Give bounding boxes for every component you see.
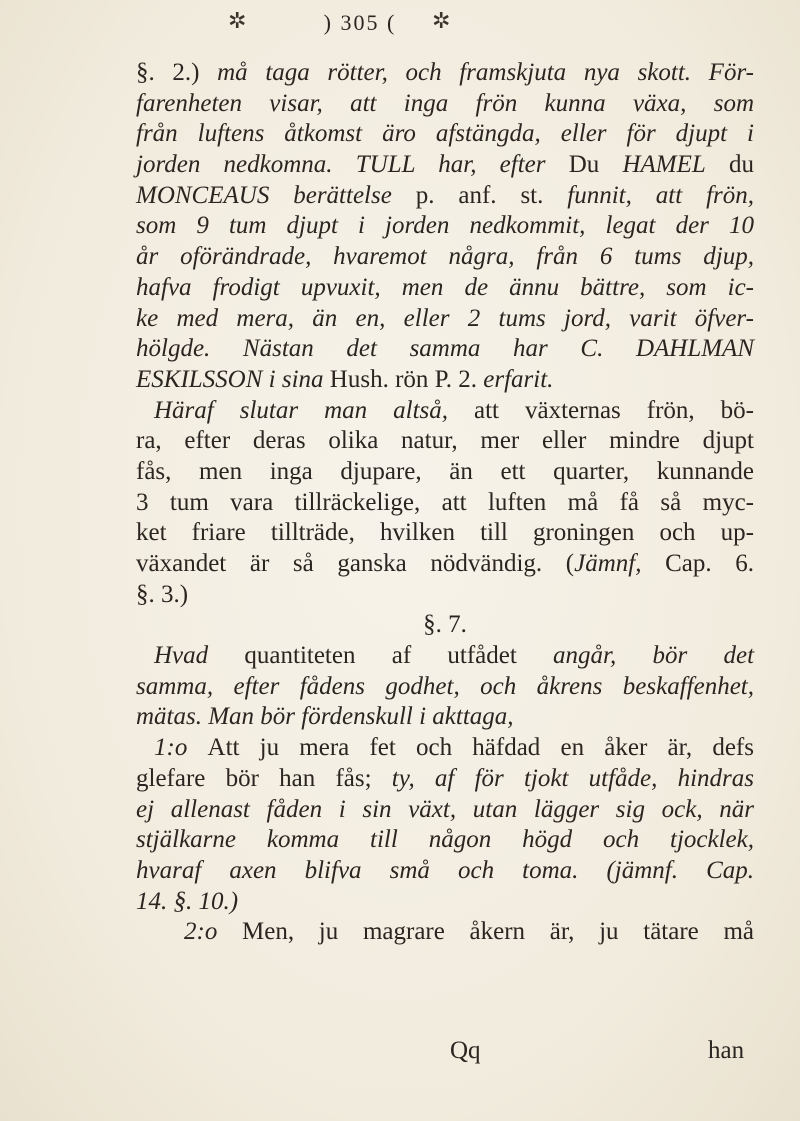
text-segment: Hvad xyxy=(154,642,245,670)
text-segment: Cap. 6. xyxy=(641,550,754,577)
text-line xyxy=(136,641,754,672)
text-segment: 2:o xyxy=(184,918,243,946)
text-line xyxy=(136,457,754,488)
text-segment: §. 7. xyxy=(423,611,467,639)
text-segment: som 9 tum djupt i jorden nedkommit, legat der 10 xyxy=(136,212,754,240)
text-segment: MONCEAUS berättelse xyxy=(136,181,416,209)
text-segment: funnit, att frön, xyxy=(567,181,754,209)
text-segment: hafva frodigt upvuxit, men de ännu bättre, som ic- xyxy=(136,273,754,301)
text-line xyxy=(136,150,754,181)
text-segment: p. anf. st. xyxy=(415,181,568,209)
text-segment: farenheten visar, att inga frön kunna växa, som xyxy=(136,89,754,117)
text-segment: att växternas frön, bö- xyxy=(474,396,754,424)
text-line xyxy=(136,795,754,826)
text-segment: Att ju mera fet och häfdad en åker är, defs xyxy=(207,734,754,762)
text-segment: Du xyxy=(568,151,600,179)
text-line xyxy=(136,764,754,795)
text-line xyxy=(136,549,754,580)
text-segment: från luftens åtkomst äro afstängda, eller för djupt i xyxy=(136,120,754,148)
text-segment: samma, efter fådens godhet, och åkrens beskaffenhet, xyxy=(136,672,754,700)
text-line xyxy=(136,488,754,519)
text-line xyxy=(136,887,754,918)
page-number: ) 305 ( xyxy=(323,10,397,35)
text-line xyxy=(136,856,754,887)
text-segment: quantiteten af utfådet xyxy=(244,642,554,670)
text-line xyxy=(136,580,754,611)
text-line xyxy=(136,917,754,948)
text-line xyxy=(136,610,754,641)
ornament-right-icon: ✲ xyxy=(432,8,451,33)
text-line xyxy=(136,181,754,212)
text-segment: hvaraf axen blifva små och toma. (jämnf. Cap. xyxy=(136,856,754,884)
text-segment: Häraf slutar man altså, xyxy=(154,396,474,424)
text-segment: ESKILSSON i sina xyxy=(136,365,330,393)
text-line xyxy=(136,702,754,733)
text-segment: ke med mera, än en, eller 2 tums jord, varit öfver- xyxy=(136,304,754,332)
text-segment: Men, ju magrare åkern är, ju tätare må xyxy=(242,918,754,946)
text-segment: du xyxy=(705,151,754,179)
text-segment: ket friare tillträde, hvilken till groningen och up- xyxy=(136,519,754,547)
signature-mark: Qq xyxy=(450,1037,481,1064)
text-line xyxy=(136,426,754,457)
text-line xyxy=(136,242,754,273)
text-segment: 1:o xyxy=(154,734,208,762)
text-segment: 14. §. 10.) xyxy=(136,887,239,915)
text-line xyxy=(136,304,754,335)
text-segment: erfarit. xyxy=(483,365,554,393)
text-segment: år oförändrade, hvaremot några, från 6 tums djup, xyxy=(136,243,754,271)
text-segment: Jämnf, xyxy=(574,550,642,577)
text-segment: 3 tum vara tillräckelige, att luften må få så myc- xyxy=(136,488,754,516)
text-line xyxy=(136,396,754,427)
text-line xyxy=(136,119,754,150)
text-segment: §. 2.) xyxy=(136,59,218,86)
ornament-left-icon: ✲ xyxy=(228,8,247,33)
text-line xyxy=(136,825,754,856)
catchword: han xyxy=(708,1037,745,1064)
text-segment: HAMEL xyxy=(599,151,706,179)
text-segment: ej allenast fåden i sin växt, utan lägger sig ock, när xyxy=(136,795,754,823)
text-segment: ty, af för tjokt utfåde, hindras xyxy=(391,764,755,792)
text-segment: må taga rötter, och framskjuta nya skott. För- xyxy=(217,59,755,86)
text-line xyxy=(136,365,754,396)
text-segment: glefare bör han fås; xyxy=(136,764,392,792)
text-segment: angår, bör det xyxy=(553,642,755,670)
text-segment: mätas. Man bör fördenskull i akttaga, xyxy=(136,703,514,731)
text-segment: stjälkarne komma till någon högd och tjocklek, xyxy=(136,826,754,854)
text-segment: ra, efter deras olika natur, mer eller mindre djupt xyxy=(136,427,754,455)
text-line xyxy=(136,733,754,764)
text-line xyxy=(136,58,754,89)
text-body xyxy=(136,58,754,948)
text-line xyxy=(136,89,754,120)
text-segment: §. 3.) xyxy=(136,580,189,608)
text-line xyxy=(136,273,754,304)
text-segment: Hush. rön P. 2. xyxy=(329,365,484,393)
text-segment: växandet är så ganska nödvändig. ( xyxy=(136,550,575,577)
text-line xyxy=(136,672,754,703)
text-segment: fås, men inga djupare, än ett quarter, kunnande xyxy=(136,457,754,485)
text-segment: hölgde. Nästan det samma har C. DAHLMAN xyxy=(136,335,754,363)
text-line xyxy=(136,334,754,365)
page-header xyxy=(0,8,800,44)
text-line xyxy=(136,211,754,242)
text-line xyxy=(136,518,754,549)
text-segment: jorden nedkomna. TULL har, efter xyxy=(136,151,569,179)
